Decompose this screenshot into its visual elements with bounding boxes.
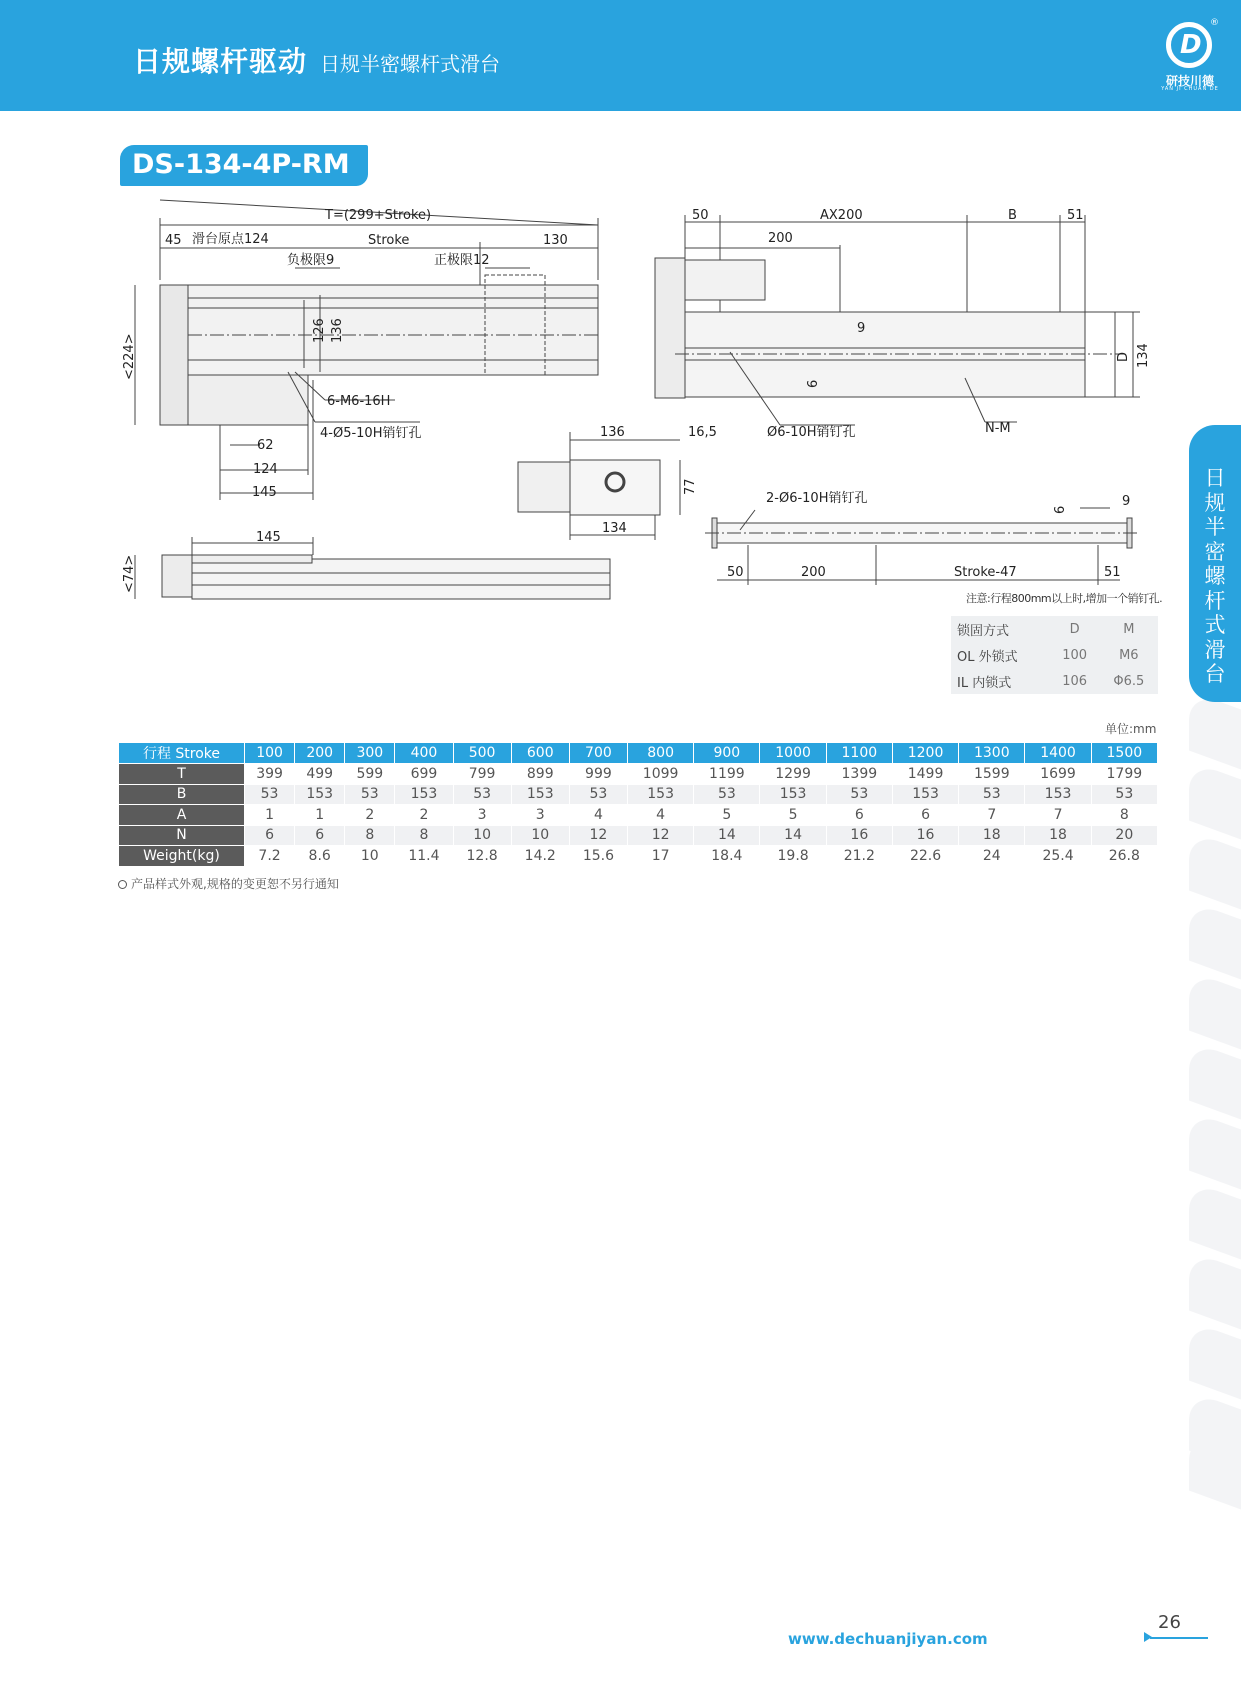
side-decoration [1189, 691, 1241, 770]
side-tab-label [1202, 466, 1228, 687]
spec-cell: 1399 [826, 764, 892, 785]
dim-d: D [1116, 351, 1131, 362]
dim-6-bottom: 6 [1053, 505, 1068, 514]
dim-b: B [1008, 208, 1017, 223]
spec-cell: 10 [345, 846, 395, 867]
spec-row-label: N [119, 825, 245, 846]
website-url: www.dechuanjiyan.com [788, 1630, 988, 1648]
dim-9: 9 [857, 321, 866, 336]
spec-cell: 14 [760, 825, 826, 846]
spec-stroke-cell: 1400 [1025, 743, 1091, 764]
spec-cell: 4 [628, 805, 694, 826]
dim-6: 6 [806, 379, 821, 388]
label-pin5: 4-Ø5-10H销钉孔 [320, 426, 422, 441]
spec-cell: 7.2 [245, 846, 295, 867]
spec-cell: 10 [453, 825, 511, 846]
logo-brand-en: YAN JI CHUAN DE [1161, 86, 1219, 92]
registered-mark: ® [1210, 18, 1219, 28]
spec-cell: 14 [694, 825, 760, 846]
spec-row [119, 784, 1158, 805]
side-decoration [1189, 901, 1241, 980]
spec-cell: 4 [569, 805, 627, 826]
spec-cell: 899 [511, 764, 569, 785]
side-decoration [1189, 1111, 1241, 1190]
spec-stroke-cell: 1000 [760, 743, 826, 764]
spec-cell: 53 [959, 784, 1025, 805]
spec-row [119, 805, 1158, 826]
side-tab-char: 日 [1204, 466, 1226, 490]
spec-header-row [119, 743, 1158, 764]
spec-stroke-cell: 600 [511, 743, 569, 764]
lock-header-d: D [1069, 621, 1080, 637]
spec-cell: 8.6 [295, 846, 345, 867]
side-decoration [1189, 1181, 1241, 1260]
spec-header-label: 行程 Stroke [119, 743, 245, 764]
spec-cell: 7 [959, 805, 1025, 826]
lock-row-d: 106 [1062, 673, 1088, 689]
dim-134-vertical: 134 [1136, 343, 1151, 368]
spec-cell: 153 [1025, 784, 1091, 805]
page-header [0, 0, 1241, 111]
header-subtitle: 日规半密螺杆式滑台 [320, 52, 500, 76]
spec-cell: 1199 [694, 764, 760, 785]
spec-cell: 699 [395, 764, 453, 785]
lock-method-table [951, 616, 1158, 694]
dim-136-vertical: 136 [330, 318, 345, 343]
spec-stroke-cell: 100 [245, 743, 295, 764]
spec-stroke-cell: 1100 [826, 743, 892, 764]
page-underline [1150, 1637, 1208, 1639]
dim-224: <224> [122, 333, 137, 380]
spec-cell: 10 [511, 825, 569, 846]
dim-126: 126 [312, 318, 327, 343]
label-pin6x2: 2-Ø6-10H销钉孔 [766, 491, 868, 506]
spec-cell: 17 [628, 846, 694, 867]
lock-row-label: OL 外锁式 [957, 649, 1018, 665]
dim-145-front: 145 [256, 530, 281, 545]
spec-cell: 999 [569, 764, 627, 785]
spec-stroke-cell: 1200 [892, 743, 958, 764]
lock-row-m: Φ6.5 [1113, 673, 1145, 689]
spec-cell: 53 [694, 784, 760, 805]
dim-145: 145 [252, 485, 277, 500]
spec-cell: 16 [826, 825, 892, 846]
spec-stroke-cell: 500 [453, 743, 511, 764]
dim-16-5: 16,5 [688, 425, 717, 440]
spec-cell: 18.4 [694, 846, 760, 867]
dim-134-horizontal: 134 [602, 521, 627, 536]
logo-brand-text: 研技川德 [1165, 74, 1214, 88]
lock-header-method: 锁固方式 [957, 623, 1010, 639]
side-view-drawing [655, 200, 1165, 440]
dim-51-bottom: 51 [1104, 565, 1121, 580]
spec-cell: 12.8 [453, 846, 511, 867]
lock-table-row [951, 642, 1158, 668]
lock-table-row [951, 668, 1158, 694]
spec-row [119, 764, 1158, 785]
dim-stroke47: Stroke-47 [954, 565, 1017, 580]
spec-cell: 153 [760, 784, 826, 805]
spec-cell: 14.2 [511, 846, 569, 867]
spec-row-label: A [119, 805, 245, 826]
bottom-view-drawing [700, 490, 1170, 590]
lock-row-label: IL 内锁式 [957, 675, 1012, 691]
spec-stroke-cell: 1300 [959, 743, 1025, 764]
spec-cell: 20 [1091, 825, 1157, 846]
spec-cell: 3 [511, 805, 569, 826]
spec-cell: 53 [245, 784, 295, 805]
side-tab-char: 密 [1204, 539, 1226, 564]
dim-51: 51 [1067, 208, 1084, 223]
spec-cell: 1499 [892, 764, 958, 785]
spec-row-label: Weight(kg) [119, 846, 245, 867]
side-decoration [1189, 761, 1241, 840]
spec-row-label: B [119, 784, 245, 805]
spec-cell: 19.8 [760, 846, 826, 867]
side-tab-char: 滑 [1204, 637, 1226, 662]
side-tab-char: 式 [1204, 613, 1226, 637]
spec-cell: 1299 [760, 764, 826, 785]
spec-cell: 7 [1025, 805, 1091, 826]
spec-cell: 53 [826, 784, 892, 805]
spec-cell: 26.8 [1091, 846, 1157, 867]
spec-stroke-cell: 400 [395, 743, 453, 764]
spec-cell: 799 [453, 764, 511, 785]
spec-cell: 18 [1025, 825, 1091, 846]
dim-neg-limit: 负极限9 [287, 253, 335, 268]
spec-cell: 5 [760, 805, 826, 826]
spec-cell: 53 [453, 784, 511, 805]
spec-stroke-cell: 700 [569, 743, 627, 764]
side-tab-char: 半 [1204, 515, 1226, 539]
spec-cell: 1 [295, 805, 345, 826]
dim-origin: 滑台原点124 [192, 232, 269, 247]
dim-45: 45 [165, 233, 182, 248]
spec-cell: 12 [628, 825, 694, 846]
dim-74: <74> [122, 554, 137, 593]
unit-label: 单位:mm [1105, 722, 1157, 736]
spec-stroke-cell: 200 [295, 743, 345, 764]
side-decoration [1189, 1041, 1241, 1120]
spec-cell: 18 [959, 825, 1025, 846]
spec-row [119, 825, 1158, 846]
lock-row-m: M6 [1119, 647, 1139, 663]
dim-130: 130 [543, 233, 568, 248]
spec-cell: 153 [892, 784, 958, 805]
spec-cell: 25.4 [1025, 846, 1091, 867]
dim-stroke: Stroke [368, 233, 410, 248]
spec-cell: 6 [892, 805, 958, 826]
spec-cell: 53 [1091, 784, 1157, 805]
spec-row-label: T [119, 764, 245, 785]
dim-9-bottom: 9 [1122, 494, 1131, 509]
footnote [118, 875, 339, 892]
spec-cell: 1799 [1091, 764, 1157, 785]
spec-cell: 6 [295, 825, 345, 846]
spec-cell: 153 [395, 784, 453, 805]
dim-50-bottom: 50 [727, 565, 744, 580]
dim-200: 200 [768, 231, 793, 246]
side-decoration [1189, 1321, 1241, 1400]
dim-200-bottom: 200 [801, 565, 826, 580]
dim-77: 77 [683, 478, 698, 495]
spec-cell: 1099 [628, 764, 694, 785]
spec-cell: 1 [245, 805, 295, 826]
side-tab-char: 螺 [1204, 564, 1226, 588]
side-decoration [1189, 1251, 1241, 1330]
label-pin6: Ø6-10H销钉孔 [767, 425, 856, 440]
side-tab-char: 台 [1204, 662, 1226, 686]
spec-cell: 24 [959, 846, 1025, 867]
label-m6: 6-M6-16H [327, 394, 391, 409]
spec-cell: 8 [395, 825, 453, 846]
spec-cell: 53 [345, 784, 395, 805]
side-tab-char: 杆 [1204, 588, 1226, 613]
spec-cell: 8 [1091, 805, 1157, 826]
circle-bullet-icon [118, 880, 127, 889]
spec-cell: 5 [694, 805, 760, 826]
spec-cell: 399 [245, 764, 295, 785]
spec-cell: 16 [892, 825, 958, 846]
header-title: 日规螺杆驱动 [133, 45, 308, 78]
spec-cell: 12 [569, 825, 627, 846]
dim-pos-limit: 正极限12 [434, 253, 490, 268]
spec-cell: 53 [569, 784, 627, 805]
spec-cell: 11.4 [395, 846, 453, 867]
spec-cell: 6 [245, 825, 295, 846]
spec-cell: 1699 [1025, 764, 1091, 785]
brand-logo [1160, 18, 1220, 96]
model-name: DS-134-4P-RM [132, 149, 350, 180]
spec-cell: 153 [295, 784, 345, 805]
dim-136-horizontal: 136 [600, 425, 625, 440]
spec-cell: 599 [345, 764, 395, 785]
spec-cell: 6 [826, 805, 892, 826]
spec-stroke-cell: 300 [345, 743, 395, 764]
label-nm: N-M [985, 421, 1011, 436]
spec-cell: 153 [628, 784, 694, 805]
drawing-note: 注意:行程800mm以上时,增加一个销钉孔. [966, 592, 1163, 605]
dim-62: 62 [257, 438, 274, 453]
lock-table-header [951, 616, 1158, 642]
spec-cell: 153 [511, 784, 569, 805]
spec-cell: 2 [395, 805, 453, 826]
dim-124: 124 [253, 462, 278, 477]
logo-letter: D [1180, 30, 1202, 60]
spec-cell: 22.6 [892, 846, 958, 867]
side-decoration [1189, 831, 1241, 910]
model-tag [120, 145, 368, 186]
spec-cell: 8 [345, 825, 395, 846]
dim-t-total: T=(299+Stroke) [325, 208, 432, 223]
spec-table [118, 742, 1158, 867]
spec-row [119, 846, 1158, 867]
lock-header-m: M [1123, 621, 1135, 637]
front-view-drawing [120, 525, 610, 605]
side-decoration [1189, 971, 1241, 1050]
page-number: 26 [1158, 1612, 1181, 1633]
spec-cell: 21.2 [826, 846, 892, 867]
lock-row-d: 100 [1062, 647, 1088, 663]
side-tab-char: 规 [1204, 490, 1226, 515]
spec-stroke-cell: 900 [694, 743, 760, 764]
spec-cell: 1599 [959, 764, 1025, 785]
dim-50: 50 [692, 208, 709, 223]
spec-stroke-cell: 800 [628, 743, 694, 764]
dim-ax200: AX200 [820, 208, 863, 223]
spec-cell: 499 [295, 764, 345, 785]
spec-cell: 2 [345, 805, 395, 826]
footnote-text: 产品样式外观,规格的变更恕不另行通知 [131, 877, 339, 891]
spec-stroke-cell: 1500 [1091, 743, 1157, 764]
spec-cell: 3 [453, 805, 511, 826]
spec-cell: 15.6 [569, 846, 627, 867]
